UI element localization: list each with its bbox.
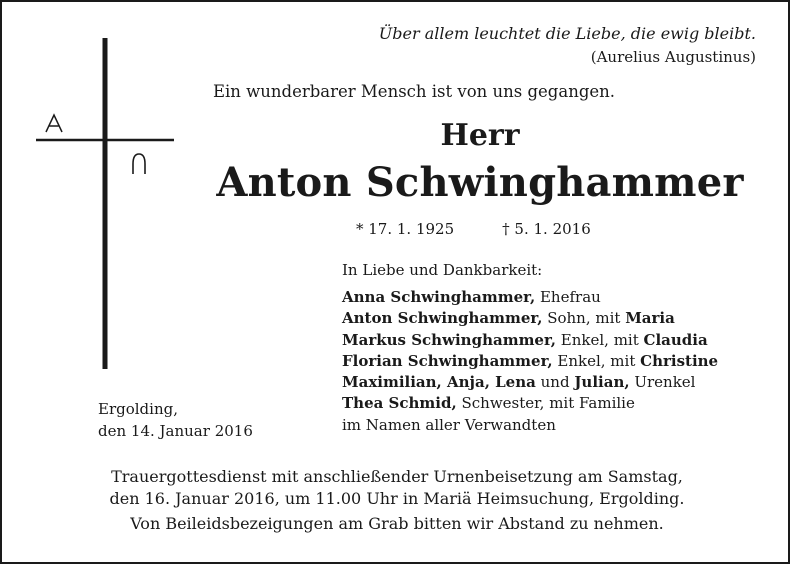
- intro-line: Ein wunderbarer Mensch ist von uns gegangen.: [212, 82, 616, 101]
- quote-source: (Aurelius Augustinus): [590, 48, 756, 66]
- quote-text: Über allem leuchtet die Liebe, die ewig bleibt.: [378, 24, 756, 43]
- mourner-line: Markus Schwinghammer, Enkel, mit Claudia: [342, 330, 708, 349]
- service-info: Trauergottesdienst mit anschließender Urnenbeisetzung am Samstag, den 16. Januar 2016, um 11.00 Uhr in Mariä Heimsuchung, Ergolding.: [109, 467, 685, 508]
- mourner-line: Florian Schwinghammer, Enkel, mit Christine: [342, 351, 719, 370]
- mourner-line: Anna Schwinghammer, Ehefrau: [342, 288, 601, 306]
- condolence-notice: Von Beileidsbezeigungen am Grab bitten wir Abstand zu nehmen.: [130, 514, 664, 533]
- place-date: [98, 398, 253, 442]
- mourner-line: Anton Schwinghammer, Sohn, mit Maria: [342, 309, 675, 328]
- death-date: † 5. 1. 2016: [502, 220, 591, 238]
- thanks-line: In Liebe und Dankbarkeit:: [342, 261, 543, 279]
- mourner-line: Maximilian, Anja, Lena und Julian, Urenkel: [342, 373, 696, 392]
- mourner-line: im Namen aller Verwandten: [342, 415, 556, 434]
- salutation: Herr: [440, 118, 520, 153]
- deceased-name: Anton Schwinghammer: [216, 159, 744, 206]
- life-dates: [356, 220, 591, 238]
- mourner-line: Thea Schmid, Schwester, mit Familie: [342, 394, 635, 413]
- birth-date: * 17. 1. 1925: [356, 220, 455, 238]
- place-date-line: den 14. Januar 2016: [98, 422, 253, 440]
- mourners-list: [342, 287, 718, 436]
- place-city: Ergolding,: [98, 400, 178, 418]
